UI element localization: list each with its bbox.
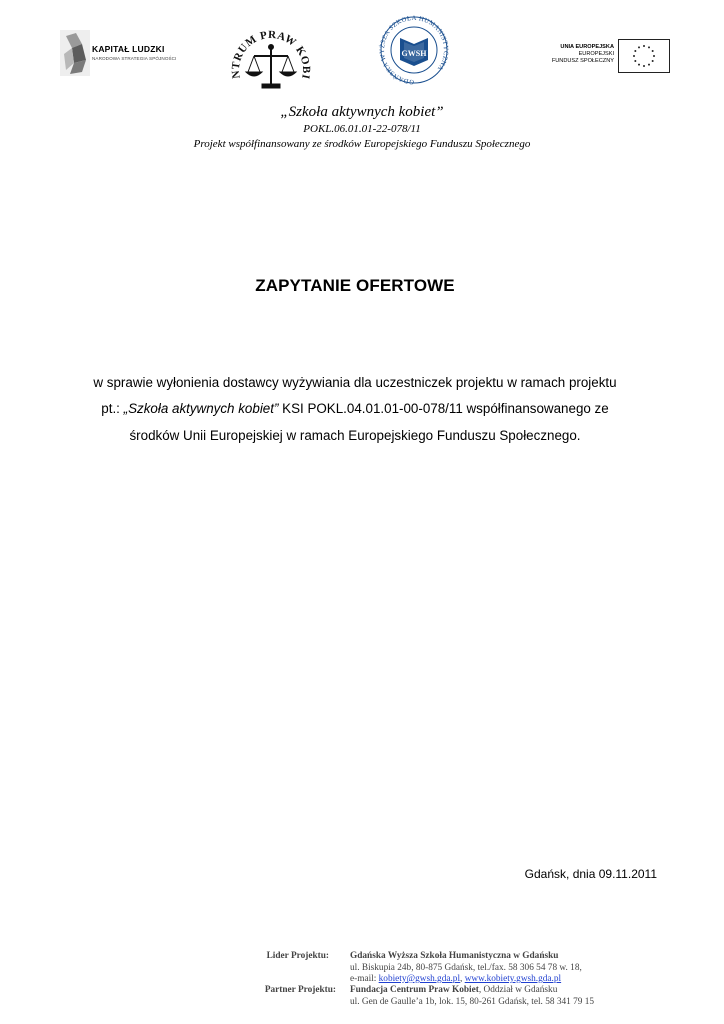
- gwsh-emblem-icon: [378, 14, 450, 90]
- eu-star-icon: [643, 65, 645, 67]
- eu-star-icon: [648, 46, 650, 48]
- scales-of-justice-icon: [228, 14, 314, 106]
- eu-flag-icon: [618, 39, 670, 73]
- footer-partner-name: Fundacja Centrum Praw Kobiet: [350, 985, 479, 995]
- eu-star-icon: [653, 55, 655, 57]
- unia-europejska-logo: [540, 38, 672, 74]
- body-line-1: w sprawie wyłonienia dostawcy wyżywiania dla uczestniczek projektu w ramach projektu: [93, 375, 617, 390]
- eu-star-icon: [648, 64, 650, 66]
- footer-leader-label: Lider Projektu:: [266, 951, 329, 961]
- gwsh-logo: [378, 14, 450, 90]
- eu-star-icon: [634, 60, 636, 62]
- centrum-praw-kobiet-logo: [228, 14, 314, 106]
- ue-line3: FUNDUSZ SPOŁECZNY: [551, 58, 614, 65]
- kapital-ludzki-emblem-icon: [60, 30, 90, 76]
- gwsh-ring-text: GDAŃSKA WYŻSZA SZKOŁA HUMANISTYCZNA: [378, 14, 450, 86]
- kapital-ludzki-title: KAPITAŁ LUDZKI: [92, 44, 165, 54]
- body-line-2-prefix: pt.:: [101, 401, 124, 416]
- footer-partner-branch: , Oddział w Gdańsku: [478, 985, 558, 995]
- footer-leader: [350, 951, 582, 986]
- footer-partner-label: Partner Projektu:: [264, 985, 336, 995]
- eu-star-icon: [652, 60, 654, 62]
- centrum-praw-kobiet-text: NTRUM PRAW KOBI: [229, 28, 313, 81]
- project-title: „Szkoła aktywnych kobiet”: [280, 104, 444, 120]
- footer-partner-address: ul. Gen de Gaulle’a 1b, lok. 15, 80-261 Gdańsk, tel. 58 341 79 15: [350, 996, 595, 1007]
- body-project-name: „Szkoła aktywnych kobiet”: [123, 401, 279, 416]
- footer-partner: [350, 985, 594, 1008]
- document-date: Gdańsk, dnia 09.11.2011: [524, 867, 657, 881]
- document-title: ZAPYTANIE OFERTOWE: [255, 276, 455, 295]
- body-line-3: środków Unii Europejskiej w ramach Europejskiego Funduszu Społecznego.: [129, 428, 581, 443]
- eu-star-icon: [643, 45, 645, 47]
- project-code: POKL.06.01.01-22-078/11: [303, 123, 421, 135]
- ue-line1: UNIA EUROPEJSKA: [560, 44, 614, 50]
- kapital-ludzki-logo: [60, 30, 185, 76]
- footer-leader-contact: [350, 974, 582, 986]
- gwsh-initials: GWSH: [401, 49, 427, 58]
- eu-star-icon: [638, 64, 640, 66]
- eu-star-icon: [634, 50, 636, 52]
- footer-leader-address: ul. Biskupia 24b, 80-875 Gdańsk, tel./fax. 58 306 54 78 w. 18,: [350, 962, 582, 973]
- eu-star-icon: [638, 46, 640, 48]
- footer-email-prefix: e-mail:: [350, 974, 379, 984]
- footer-www-link[interactable]: www.kobiety.gwsh.gda.pl: [464, 974, 562, 984]
- footer-leader-name: Gdańska Wyższa Szkoła Humanistyczna w Gdańsku: [350, 951, 559, 961]
- body-line-2: [0, 401, 710, 416]
- eu-star-icon: [633, 55, 635, 57]
- cofunding-note: Projekt współfinansowany ze środków Europejskiego Funduszu Społecznego: [193, 138, 531, 150]
- body-line-2-suffix: KSI POKL.04.01.01-00-078/11 współfinansowanego ze: [278, 401, 609, 416]
- ue-line2: EUROPEJSKI: [578, 51, 614, 58]
- eu-star-icon: [652, 50, 654, 52]
- footer-contact-separator: ,: [460, 974, 465, 984]
- footer-email-link[interactable]: kobiety@gwsh.gda.pl: [378, 974, 461, 984]
- kapital-ludzki-subtitle: NARODOWA STRATEGIA SPÓJNOŚCI: [92, 56, 177, 61]
